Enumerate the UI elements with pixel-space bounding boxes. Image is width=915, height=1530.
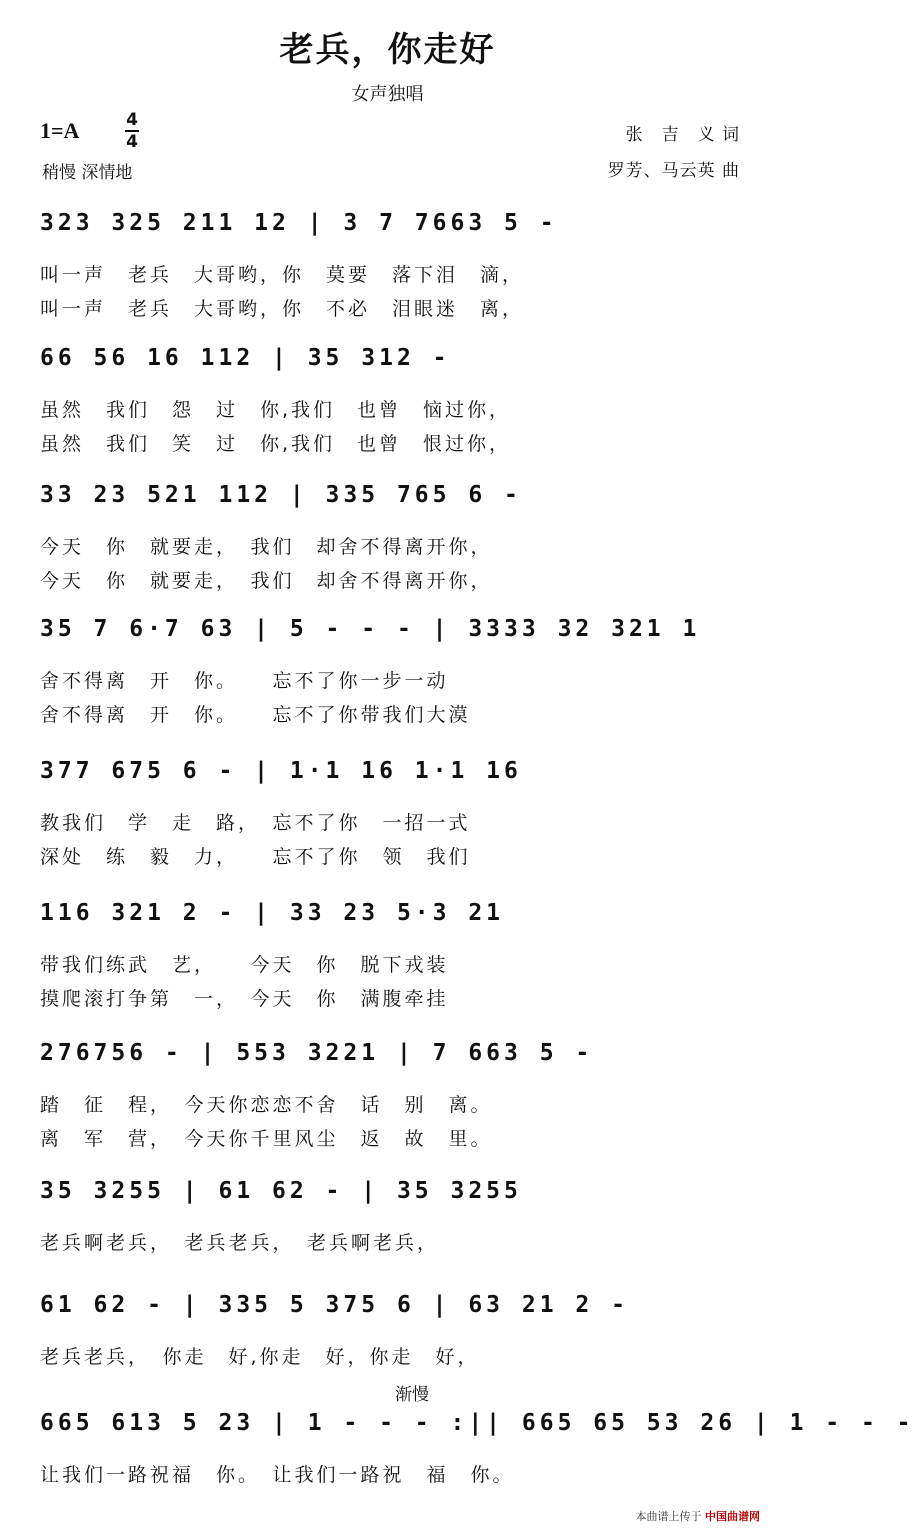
lyric-verse-1: 让我们一路祝福 你。 让我们一路祝 福 你。 <box>40 1464 515 1486</box>
lyric-verse-1: 老兵老兵， 你走 好,你走 好，你走 好， <box>40 1346 480 1368</box>
lyric-verse-1: 带我们练武 艺， 今天 你 脱下戎装 <box>40 954 449 976</box>
notes: 323 325 211 12 | 3 7 7663 5 - <box>40 210 558 236</box>
ritardando-marking: 渐慢 <box>395 1385 429 1405</box>
song-subtitle: 女声独唱 <box>351 84 424 105</box>
lyric-verse-2: 今天 你 就要走， 我们 却舍不得离开你， <box>40 570 493 592</box>
credit-lyrics: 张 吉 义 词 <box>625 125 740 145</box>
lyric-verse-1: 老兵啊老兵， 老兵老兵， 老兵啊老兵， <box>40 1232 440 1254</box>
lyric-verse-1: 舍不得离 开 你。 忘不了你一步一动 <box>40 670 449 692</box>
time-sig-top: 4 <box>126 110 138 130</box>
lyric-verse-1: 踏 征 程， 今天你恋恋不舍 话 别 离。 <box>40 1094 493 1116</box>
key-signature: 1=A <box>40 118 80 143</box>
lyric-verse-1: 叫一声 老兵 大哥哟，你 莫要 落下泪 滴， <box>40 264 525 286</box>
credit-music: 罗芳、马云英 曲 <box>607 161 740 181</box>
lyric-verse-2: 深处 练 毅 力， 忘不了你 领 我们 <box>40 846 471 868</box>
notes: 66 56 16 112 | 35 312 - <box>40 345 451 371</box>
lyric-verse-2: 叫一声 老兵 大哥哟，你 不必 泪眼迷 离， <box>40 298 525 320</box>
time-signature <box>125 110 139 152</box>
lyric-verse-2: 虽然 我们 笑 过 你,我们 也曾 恨过你， <box>40 433 512 455</box>
notes: 35 3255 | 61 62 - | 35 3255 <box>40 1178 522 1204</box>
lyric-verse-1: 虽然 我们 怨 过 你,我们 也曾 恼过你， <box>40 399 512 421</box>
notes: 665 613 5 23 | 1 - - - :|| 665 65 53 26 | 1 - - - <box>40 1410 915 1436</box>
lyric-verse-1: 今天 你 就要走， 我们 却舍不得离开你， <box>40 536 493 558</box>
lyric-verse-2: 摸爬滚打争第 一， 今天 你 满腹牵挂 <box>40 988 449 1010</box>
lyric-verse-1: 教我们 学 走 路， 忘不了你 一招一式 <box>40 812 471 834</box>
lyric-verse-2: 舍不得离 开 你。 忘不了你带我们大漠 <box>40 704 471 726</box>
notes: 33 23 521 112 | 335 765 6 - <box>40 482 522 508</box>
footer-text: 本曲谱上传于 <box>635 1510 702 1523</box>
notes: 35 7 6·7 63 | 5 - - - | 3333 32 321 1 <box>40 616 701 642</box>
footer-site-logo: 中国曲谱网 <box>705 1510 760 1523</box>
notes: 61 62 - | 335 5 375 6 | 63 21 2 - <box>40 1292 629 1318</box>
song-title: 老兵，你走好 <box>279 30 496 70</box>
notes: 116 321 2 - | 33 23 5·3 21 <box>40 900 505 926</box>
lyric-verse-2: 离 军 营， 今天你千里风尘 返 故 里。 <box>40 1128 493 1150</box>
footer-upload-note <box>636 1508 761 1524</box>
time-sig-bottom: 4 <box>126 132 138 152</box>
tempo-marking: 稍慢 深情地 <box>42 163 133 183</box>
notes: 377 675 6 - | 1·1 16 1·1 16 <box>40 758 522 784</box>
notes: 276756 - | 553 3221 | 7 663 5 - <box>40 1040 594 1066</box>
